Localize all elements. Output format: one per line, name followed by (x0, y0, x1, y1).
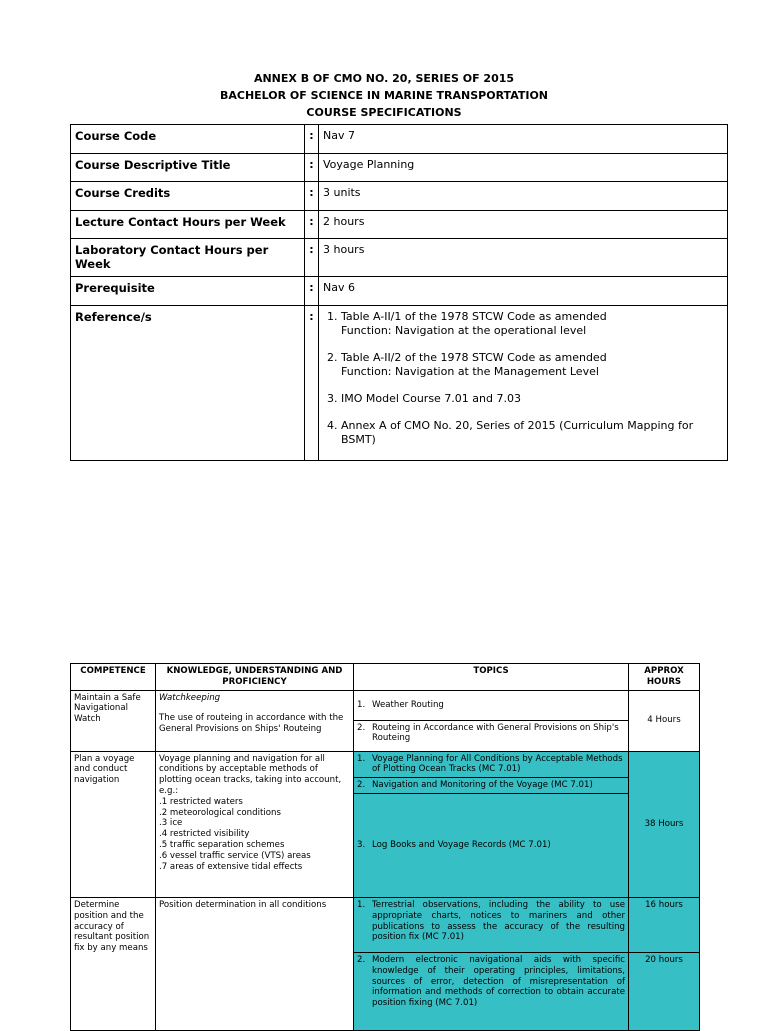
competence-header-row (71, 664, 700, 691)
hours-cell: 16 hours (629, 897, 700, 952)
reference-item: 2. Table A-II/2 of the 1978 STCW Code as amended Function: Navigation at the Management Level (341, 351, 723, 379)
knowledge-cell: Position determination in all conditions (156, 897, 354, 1030)
spec-colon: : (305, 305, 319, 460)
header-topics: TOPICS (354, 664, 629, 691)
spec-value: Nav 6 (319, 277, 728, 306)
spec-row-course-code (71, 125, 728, 154)
knowledge-cell (156, 751, 354, 897)
spec-label: Course Descriptive Title (71, 153, 305, 182)
table-row (71, 897, 700, 952)
reference-item: 3. IMO Model Course 7.01 and 7.03 (341, 392, 723, 406)
spec-row-title (71, 153, 728, 182)
knowledge-item: .2 meteorological conditions (159, 807, 281, 818)
references-list (323, 310, 723, 447)
topic-cell: 1. Voyage Planning for All Conditions by Acceptable Methods of Plotting Ocean Tracks (MC 7.01) (354, 751, 629, 778)
competence-cell: Maintain a Safe Navigational Watch (71, 690, 156, 751)
knowledge-item: .4 restricted visibility (159, 829, 250, 840)
reference-item: 4. Annex A of CMO No. 20, Series of 2015 (Curriculum Mapping for BSMT) (341, 419, 723, 447)
table-row (71, 751, 700, 778)
spec-label: Laboratory Contact Hours per Week (71, 239, 305, 277)
document-header (0, 70, 768, 121)
topic-cell: 2. Navigation and Monitoring of the Voyage (MC 7.01) (354, 778, 629, 794)
reference-item: 1. Table A-II/1 of the 1978 STCW Code as amended Function: Navigation at the operational level (341, 310, 723, 338)
spec-value: Voyage Planning (319, 153, 728, 182)
spec-value: 3 units (319, 182, 728, 211)
knowledge-item: .3 ice (159, 818, 183, 829)
spec-colon: : (305, 182, 319, 211)
topic-cell: 3. Log Books and Voyage Records (MC 7.01) (354, 793, 629, 897)
topic-cell: 1. Terrestrial observations, including the ability to use appropriate charts, notices to mariners and other publications to assess the accuracy of the resulting position fix (MC 7.01) (354, 897, 629, 952)
header-hours: APPROX HOURS (629, 664, 700, 691)
spec-label: Lecture Contact Hours per Week (71, 210, 305, 239)
spec-colon: : (305, 210, 319, 239)
spec-colon: : (305, 125, 319, 154)
program-title: BACHELOR OF SCIENCE IN MARINE TRANSPORTATION (219, 89, 549, 102)
knowledge-item: .6 vessel traffic service (VTS) areas (159, 850, 311, 861)
table-row (71, 690, 700, 720)
competence-table (70, 663, 700, 1031)
spec-colon: : (305, 239, 319, 277)
spec-row-lecture-hours (71, 210, 728, 239)
spec-colon: : (305, 153, 319, 182)
spec-label: Reference/s (71, 305, 305, 460)
knowledge-item: .1 restricted waters (159, 796, 243, 807)
hours-cell: 4 Hours (629, 690, 700, 751)
topic-cell: 1. Weather Routing (354, 690, 629, 720)
knowledge-title: Watchkeeping (159, 692, 221, 703)
spec-colon: : (305, 277, 319, 306)
spec-label: Course Code (71, 125, 305, 154)
spec-row-references (71, 305, 728, 460)
references-cell (319, 305, 728, 460)
course-spec-table (70, 124, 728, 461)
knowledge-cell (156, 690, 354, 751)
spec-row-prerequisite (71, 277, 728, 306)
spec-label: Course Credits (71, 182, 305, 211)
spec-value: Nav 7 (319, 125, 728, 154)
annex-title: ANNEX B OF CMO NO. 20, SERIES OF 2015 (253, 72, 515, 85)
spec-value: 2 hours (319, 210, 728, 239)
knowledge-item: .5 traffic separation schemes (159, 839, 285, 850)
header-competence: COMPETENCE (71, 664, 156, 691)
hours-cell: 38 Hours (629, 751, 700, 897)
competence-cell: Plan a voyage and conduct navigation (71, 751, 156, 897)
spec-value: 3 hours (319, 239, 728, 277)
hours-cell: 20 hours (629, 952, 700, 1030)
competence-cell: Determine position and the accuracy of resultant position fix by any means (71, 897, 156, 1030)
knowledge-body: The use of routeing in accordance with the General Provisions on Ships' Routeing (159, 713, 344, 735)
topic-cell: 2. Routeing in Accordance with General Provisions on Ship's Routeing (354, 720, 629, 751)
spec-label: Prerequisite (71, 277, 305, 306)
section-title: COURSE SPECIFICATIONS (306, 106, 462, 119)
knowledge-item: .7 areas of extensive tidal effects (159, 861, 303, 872)
header-knowledge: KNOWLEDGE, UNDERSTANDING AND PROFICIENCY (156, 664, 354, 691)
knowledge-intro: Voyage planning and navigation for all conditions by acceptable methods of plotting ocean tracks, taking into account, e.g.: (159, 753, 342, 796)
spec-row-credits (71, 182, 728, 211)
topic-cell: 2. Modern electronic navigational aids with specific knowledge of their operating principles, limitations, sources of error, detection of misrepresentation of information and methods of correction to obtain accurate position fixing (MC 7.01) (354, 952, 629, 1030)
spec-row-lab-hours (71, 239, 728, 277)
